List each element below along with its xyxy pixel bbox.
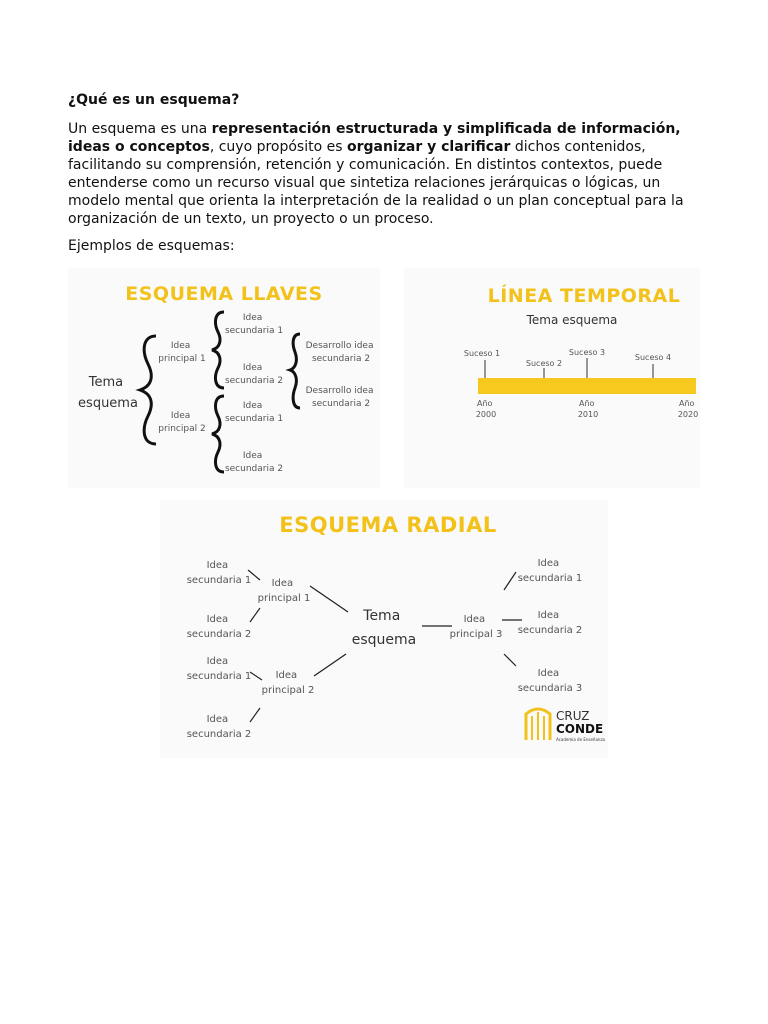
- brace-bottom: [212, 396, 224, 472]
- radial-b1: Idea secundaria 1: [186, 656, 252, 682]
- examples-label: Ejemplos de esquemas:: [68, 238, 235, 254]
- llaves-title: ESQUEMA LLAVES: [125, 283, 323, 305]
- radial-a1: Idea secundaria 1: [186, 560, 252, 586]
- radial-line-b1: [250, 672, 262, 680]
- timeline-year-2000: Año 2000: [475, 399, 497, 419]
- radial-b2: Idea secundaria 2: [186, 714, 252, 740]
- llaves-secundaria-3: Idea secundaria 1: [224, 401, 284, 424]
- intro-paragraph: [68, 120, 698, 228]
- timeline-title: LÍNEA TEMPORAL: [487, 285, 681, 307]
- brace-big: [140, 336, 156, 444]
- radial-line-c1: [504, 572, 516, 590]
- logo-subtitle: Academia de Enseñanza: [556, 737, 605, 742]
- llaves-principal-2: Idea principal 2: [158, 411, 206, 434]
- timeline-event-4: Suceso 4: [634, 353, 672, 362]
- radial-title: ESQUEMA RADIAL: [279, 513, 497, 537]
- timeline-event-1: Suceso 1: [463, 349, 501, 358]
- paragraph-bold-2: organizar y clarificar: [346, 139, 511, 155]
- llaves-figure: [68, 268, 380, 488]
- timeline-year-2010: Año 2010: [577, 399, 599, 419]
- radial-principal-1: Idea principal 1: [257, 578, 311, 604]
- radial-principal-3: Idea principal 3: [449, 614, 503, 640]
- logo-line-1: CRUZ: [556, 709, 590, 723]
- timeline-event-2: Suceso 2: [525, 359, 563, 368]
- llaves-secundaria-2: Idea secundaria 2: [224, 363, 284, 386]
- logo-line-2: CONDE: [556, 722, 604, 736]
- radial-a2: Idea secundaria 2: [186, 614, 252, 640]
- llaves-desarrollo-1: Desarrollo idea secundaria 2: [305, 341, 374, 364]
- radial-c3: Idea secundaria 3: [517, 668, 583, 694]
- llaves-secundaria-1: Idea secundaria 1: [224, 313, 284, 336]
- radial-line-ip2: [314, 654, 346, 676]
- radial-line-b2: [250, 708, 260, 722]
- paragraph-text-3: dichos contenidos, facilitando su comprensión, retención y comunicación. En distintos contextos, puede entenderse como un recurso visual que sintetiza relaciones jerárquicas o lógicas, un modelo mental que orienta la interpretación de la realidad o un plan conceptual para la organización de un texto, un proyecto o un proceso.: [68, 139, 684, 227]
- timeline-bar: [478, 378, 696, 394]
- radial-c2: Idea secundaria 2: [517, 610, 583, 636]
- radial-center: Tema esquema: [351, 608, 417, 648]
- timeline-subtitle: Tema esquema: [526, 313, 618, 327]
- cruz-conde-logo: [526, 709, 606, 742]
- paragraph-bold-1: representación estructurada y simplificada de información, ideas o conceptos: [68, 121, 681, 155]
- llaves-desarrollo-2: Desarrollo idea secundaria 2: [305, 386, 374, 409]
- llaves-secundaria-4: Idea secundaria 2: [224, 451, 284, 474]
- page-heading: ¿Qué es un esquema?: [68, 92, 240, 108]
- timeline-year-2020: Año 2020: [677, 399, 699, 419]
- radial-line-c3: [504, 654, 516, 666]
- paragraph-text-1: Un esquema es una: [68, 121, 212, 137]
- llaves-root: Tema esquema: [78, 375, 138, 411]
- radial-line-ip1: [310, 586, 348, 612]
- llaves-principal-1: Idea principal 1: [158, 341, 206, 364]
- paragraph-text-2: , cuyo propósito es: [209, 139, 347, 155]
- radial-figure: [160, 500, 608, 758]
- timeline-figure: [404, 268, 700, 488]
- timeline-event-3: Suceso 3: [568, 348, 606, 357]
- brace-top: [212, 312, 224, 388]
- radial-c1: Idea secundaria 1: [517, 558, 583, 584]
- brace-right: [290, 334, 300, 408]
- radial-line-a2: [250, 608, 260, 622]
- radial-principal-2: Idea principal 2: [261, 670, 315, 696]
